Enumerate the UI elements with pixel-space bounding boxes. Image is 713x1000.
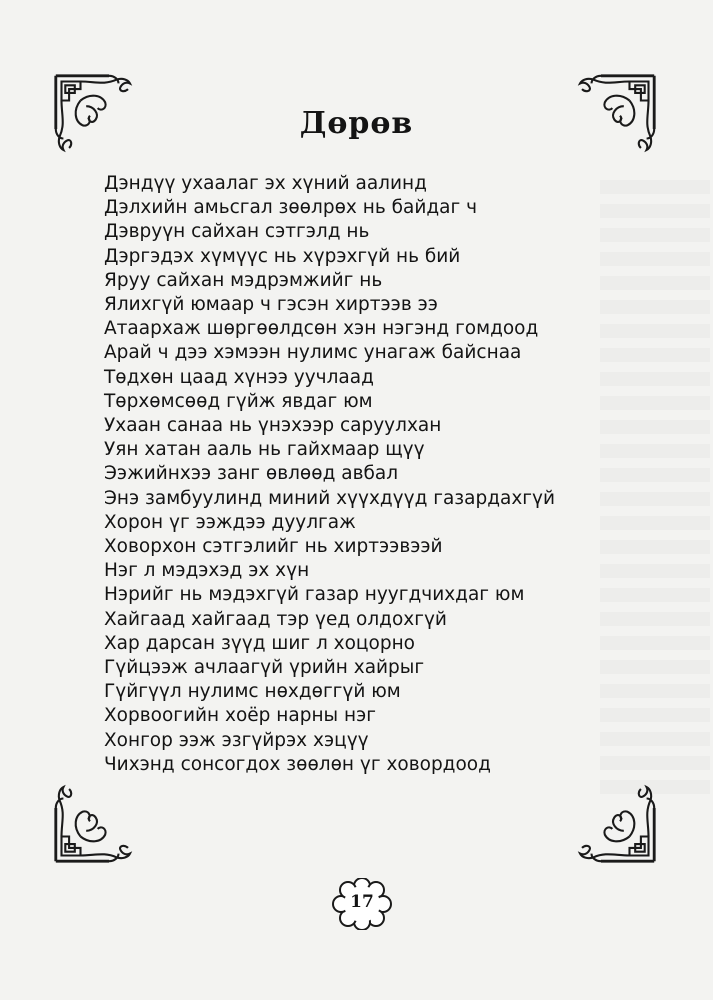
poem-line: Нэг л мэдэхэд эх хүн	[104, 560, 310, 582]
poem-line: Яруу сайхан мэдрэмжийг нь	[104, 269, 383, 291]
poem-line: Ялихгүй юмаар ч гэсэн хиртээв ээ	[104, 294, 438, 316]
poem-line: Дэвруүн сайхан сэтгэлд нь	[104, 221, 370, 243]
poem-line: Хорвоогийн хоёр нарны нэг	[104, 705, 377, 727]
poem-line: Гүйгүүл нулимс нөхдөггүй юм	[104, 681, 401, 703]
poem-line: Хайгаад хайгаад тэр үед олдохгүй	[104, 608, 447, 630]
poem-line: Ухаан санаа нь үнэхээр саруулхан	[104, 415, 442, 437]
page-number-text: 17	[350, 892, 374, 912]
poem-line: Атаархаж шөргөөлдсөн хэн нэгэнд гомдоод	[104, 318, 539, 340]
page-number	[332, 878, 392, 930]
poem-line: Гүйцээж ачлаагүй үрийн хайрыг	[104, 657, 425, 679]
poem-line: Дэргэдэх хүмүүс нь хүрэхгүй нь бий	[104, 245, 461, 267]
poem-line: Энэ замбуулинд миний хүүхдүүд газардахгүй	[104, 487, 555, 509]
poem-line: Төдхөн цаад хүнээ уучлаад	[104, 366, 374, 388]
poem-line: Уян хатан ааль нь гайхмаар щүү	[104, 439, 425, 461]
bleed-through-text	[600, 180, 710, 800]
poem-line: Хонгор ээж эзгүйрэх хэцүү	[104, 729, 369, 751]
poem-line: Нэрийг нь мэдэхгүй газар нуугдчихдаг юм	[104, 584, 525, 606]
poem-title: Дөрөв	[299, 106, 414, 141]
poem-line: Ээжийнхээ занг өвлөөд авбал	[104, 463, 399, 485]
corner-ornament-bottom-left	[52, 770, 147, 865]
poem-line: Ховорхон сэтгэлийг нь хиртээвээй	[104, 536, 443, 558]
poem-line: Арай ч дээ хэмээн нулимс унагаж байснаа	[104, 342, 522, 364]
poem-line: Дэлхийн амьсгал зөөлрөх нь байдаг ч	[104, 197, 478, 219]
poem-line: Хар дарсан зүүд шиг л хоцорно	[104, 632, 415, 654]
poem-line: Төрхөмсөөд гүйж явдаг юм	[104, 390, 373, 412]
poem-line: Хорон үг ээждээ дуулгаж	[104, 511, 356, 533]
poem-text	[104, 172, 555, 777]
poem-line: Дэндүү ухаалаг эх хүний аалинд	[104, 173, 427, 194]
corner-ornament-bottom-right	[563, 770, 658, 865]
poem-line: Чихэнд сонсогдох зөөлөн үг ховордоод	[104, 753, 491, 775]
